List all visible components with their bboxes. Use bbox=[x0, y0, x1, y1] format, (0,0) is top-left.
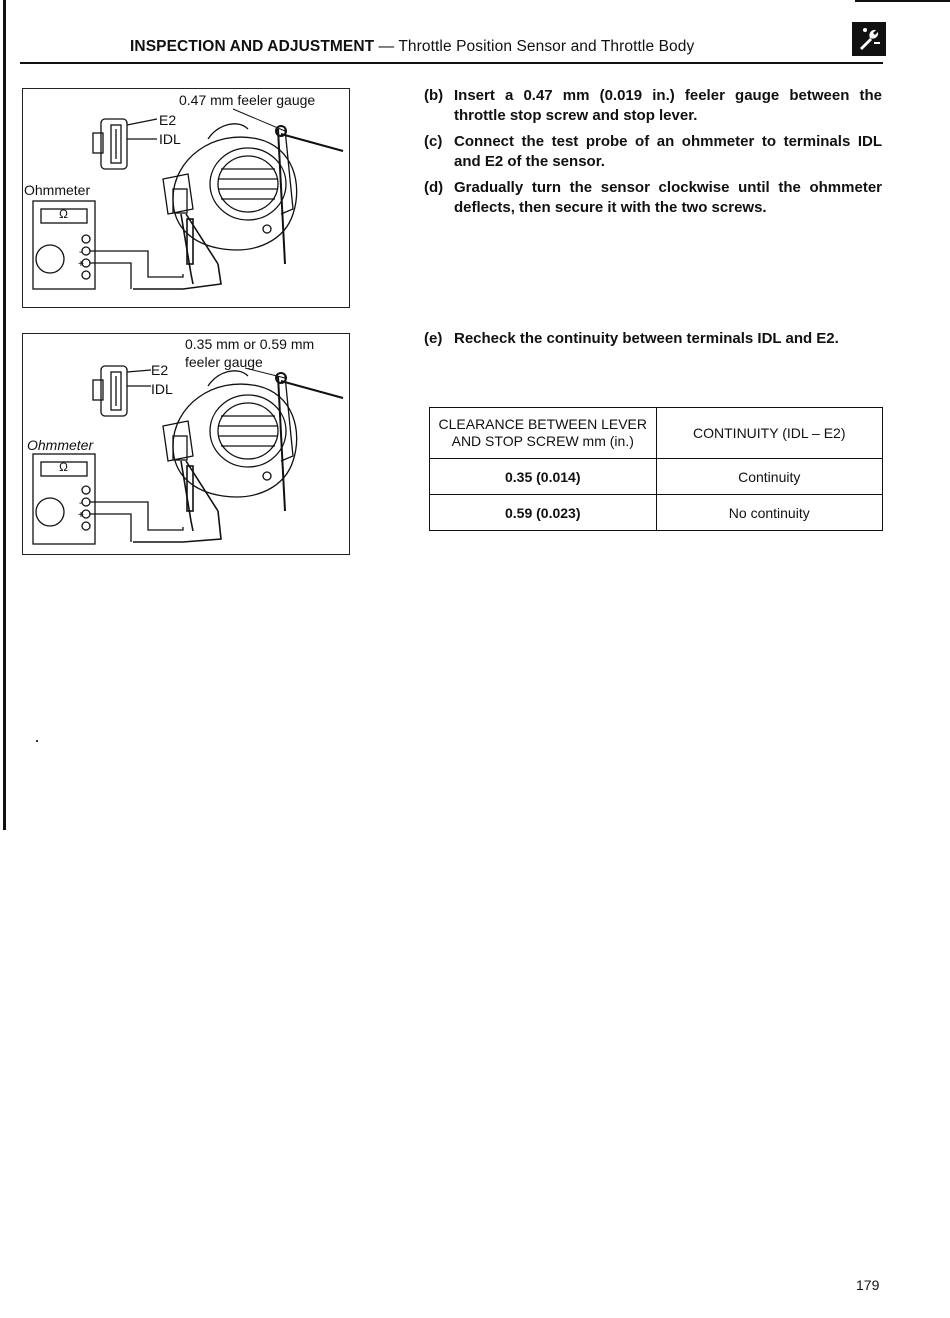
step-e bbox=[424, 329, 882, 349]
terminal-e2-label: E2 bbox=[159, 112, 177, 128]
section-title: INSPECTION AND ADJUSTMENT bbox=[130, 38, 375, 55]
terminal-e2-label: E2 bbox=[151, 362, 169, 378]
table-header-row bbox=[430, 408, 883, 459]
page-header bbox=[130, 38, 694, 56]
table-row bbox=[430, 459, 883, 495]
step-letter: (c) bbox=[424, 133, 443, 150]
figure-ohmmeter-047-gauge bbox=[22, 88, 350, 308]
step-letter: (e) bbox=[424, 330, 443, 347]
svg-text:+: + bbox=[78, 259, 84, 270]
svg-text:-: - bbox=[79, 247, 83, 258]
gauge-label-line2: feeler gauge bbox=[185, 354, 263, 370]
step-letter: (d) bbox=[424, 179, 444, 196]
header-dash: — bbox=[374, 38, 399, 55]
step-text: Insert a 0.47 mm (0.019 in.) feeler gauge between the throttle stop screw and stop lever. bbox=[454, 87, 882, 124]
ohm-symbol: Ω bbox=[59, 460, 68, 474]
step-text: Gradually turn the sensor clockwise until the ohmmeter deflects, then secure it with the two screws. bbox=[454, 179, 882, 216]
throttle-body-illustration bbox=[23, 89, 349, 307]
page-number: 179 bbox=[856, 1277, 880, 1293]
terminal-idl-label: IDL bbox=[151, 381, 173, 397]
step-d bbox=[424, 178, 882, 218]
step-c bbox=[424, 132, 882, 172]
top-corner-rule bbox=[855, 0, 950, 2]
ohm-symbol: Ω bbox=[59, 207, 68, 221]
clearance-column-header: CLEARANCE BETWEEN LEVER AND STOP SCREW mm (in.) bbox=[430, 408, 657, 459]
ohmmeter-label: Ohmmeter bbox=[27, 437, 94, 453]
figure-ohmmeter-035-059-gauge bbox=[22, 333, 350, 555]
continuity-cell: Continuity bbox=[656, 459, 883, 495]
step-text: Connect the test probe of an ohmmeter to terminals IDL and E2 of the sensor. bbox=[454, 133, 882, 170]
terminal-idl-label: IDL bbox=[159, 131, 181, 147]
svg-text:-: - bbox=[79, 498, 83, 509]
continuity-spec-table bbox=[429, 407, 883, 531]
gauge-label-line1: 0.35 mm or 0.59 mm bbox=[185, 336, 315, 352]
continuity-column-header: CONTINUITY (IDL – E2) bbox=[656, 408, 883, 459]
svg-text:+: + bbox=[78, 510, 84, 521]
step-b bbox=[424, 86, 882, 126]
wrench-tool-icon bbox=[852, 22, 886, 56]
header-rule bbox=[20, 62, 883, 64]
gauge-label: 0.47 mm feeler gauge bbox=[179, 92, 316, 108]
step-letter: (b) bbox=[424, 87, 444, 104]
binding-edge-line bbox=[3, 0, 6, 830]
procedure-step-e bbox=[424, 329, 882, 355]
continuity-cell: No continuity bbox=[656, 495, 883, 531]
ohmmeter-label: Ohmmeter bbox=[24, 182, 91, 198]
scan-speck bbox=[36, 740, 38, 742]
clearance-cell: 0.59 (0.023) bbox=[430, 495, 657, 531]
step-text: Recheck the continuity between terminals IDL and E2. bbox=[454, 330, 839, 347]
table-row bbox=[430, 495, 883, 531]
clearance-cell: 0.35 (0.014) bbox=[430, 459, 657, 495]
header-subtitle: Throttle Position Sensor and Throttle Body bbox=[398, 38, 695, 55]
procedure-steps-b-d bbox=[424, 86, 882, 224]
